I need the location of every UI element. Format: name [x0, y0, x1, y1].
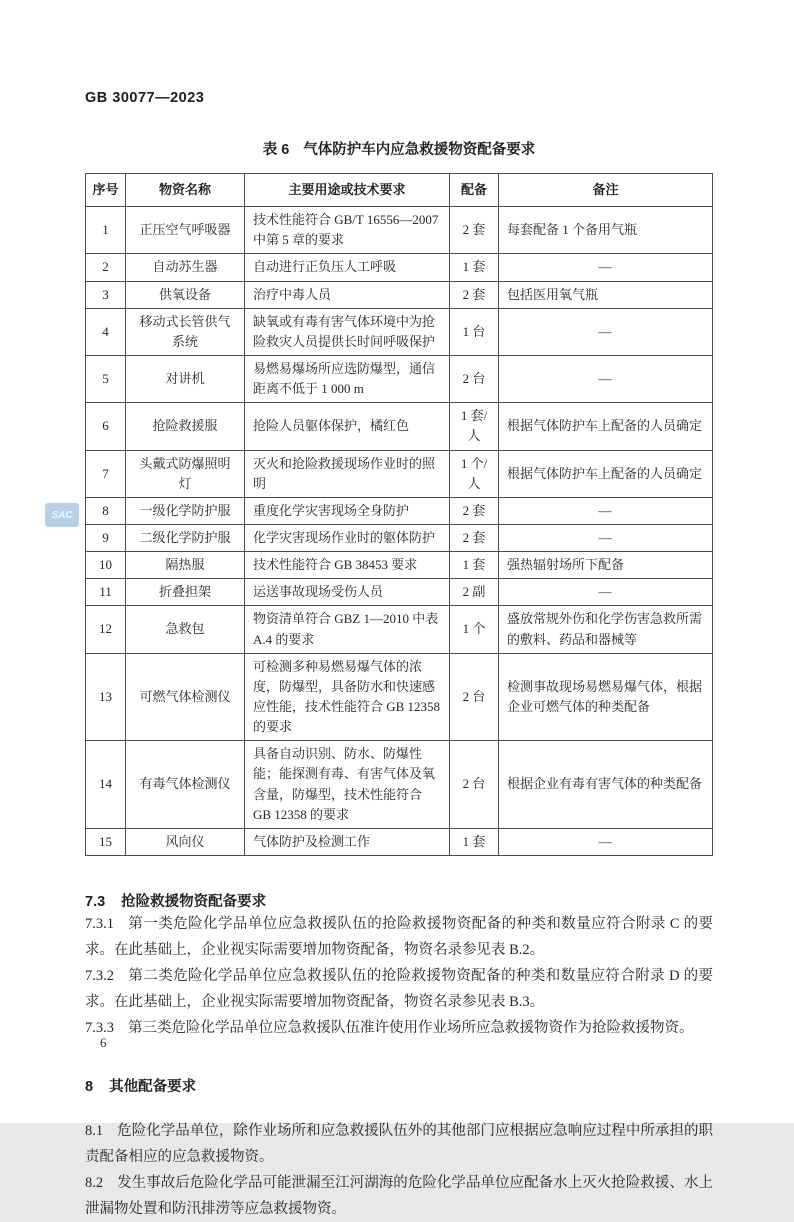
table-cell: 4	[86, 308, 126, 355]
column-header-1: 物资名称	[126, 174, 245, 207]
table-cell: 2 套	[450, 281, 499, 308]
table-cell: 缺氧或有毒有害气体环境中为抢险救灾人员提供长时间呼吸保护	[245, 308, 450, 355]
table-cell: 1 个	[450, 606, 499, 653]
table-cell: —	[499, 497, 713, 524]
section-paragraph: 7.3.1 第一类危险化学品单位应急救援队伍的抢险救援物资配备的种类和数量应符合附录 C 的要求。在此基础上，企业视实际需要增加物资配备，物资名录参见表 B.2。	[85, 915, 713, 958]
table-cell: 强热辐射场所下配备	[499, 552, 713, 579]
supplies-table	[85, 173, 713, 856]
section-paragraph: 7.3.3 第三类危险化学品单位应急救援队伍准许使用作业场所应急救援物资作为抢险救援物资。	[85, 1019, 694, 1036]
table-header-row	[86, 174, 713, 207]
section-heading: 7.3 抢险救援物资配备要求	[85, 893, 267, 910]
table-caption	[85, 138, 713, 159]
table-cell: 移动式长管供气系统	[126, 308, 245, 355]
page-number: 6	[100, 1035, 107, 1050]
column-header-3: 配备	[450, 174, 499, 207]
table-body	[86, 207, 713, 856]
table-row	[86, 207, 713, 254]
section-number: 7.3.3	[85, 1019, 114, 1036]
table-row	[86, 606, 713, 653]
table-row	[86, 254, 713, 281]
table-cell: 根据气体防护车上配备的人员确定	[499, 403, 713, 450]
table-row	[86, 497, 713, 524]
table-cell: —	[499, 308, 713, 355]
table-row	[86, 552, 713, 579]
table-cell: 1	[86, 207, 126, 254]
table-cell: 技术性能符合 GB/T 16556—2007 中第 5 章的要求	[245, 207, 450, 254]
table-cell: 急救包	[126, 606, 245, 653]
table-cell: —	[499, 524, 713, 551]
table-cell: 3	[86, 281, 126, 308]
table-cell: 重度化学灾害现场全身防护	[245, 497, 450, 524]
table-cell: 根据企业有毒有害气体的种类配备	[499, 741, 713, 829]
table-cell: 检测事故现场易燃易爆气体，根据企业可燃气体的种类配备	[499, 653, 713, 741]
watermark-text: SAC	[51, 509, 73, 521]
table-cell: 隔热服	[126, 552, 245, 579]
table-cell: 5	[86, 355, 126, 402]
table-row	[86, 403, 713, 450]
table-cell: 盛放常规外伤和化学伤害急救所需的敷料、药品和器械等	[499, 606, 713, 653]
table-row	[86, 281, 713, 308]
table-cell: 运送事故现场受伤人员	[245, 579, 450, 606]
table-cell: 一级化学防护服	[126, 497, 245, 524]
table-cell: —	[499, 828, 713, 855]
table-cell: 10	[86, 552, 126, 579]
table-row	[86, 308, 713, 355]
table-cell: 正压空气呼吸器	[126, 207, 245, 254]
section-number: 8.2	[85, 1174, 104, 1191]
table-cell: 2 副	[450, 579, 499, 606]
section-number: 8.1	[85, 1122, 104, 1139]
table-cell: 2 台	[450, 741, 499, 829]
table-cell: 2 套	[450, 207, 499, 254]
table-cell: 抢险救援服	[126, 403, 245, 450]
table-caption-text: 气体防护车内应急救援物资配备要求	[303, 142, 536, 158]
table-cell: 根据气体防护车上配备的人员确定	[499, 450, 713, 497]
table-cell: 13	[86, 653, 126, 741]
table-cell: 1 套	[450, 254, 499, 281]
table-cell: 灭火和抢险救援现场作业时的照明	[245, 450, 450, 497]
section-number: 8	[85, 1078, 94, 1095]
table-cell: 8	[86, 497, 126, 524]
table-cell: 供氧设备	[126, 281, 245, 308]
table-cell: 2 台	[450, 653, 499, 741]
doc-code: GB 30077—2023	[85, 90, 205, 106]
section-heading: 8 其他配备要求	[85, 1078, 197, 1095]
table-cell: 包括医用氧气瓶	[499, 281, 713, 308]
table-cell: 折叠担架	[126, 579, 245, 606]
table-cell: —	[499, 254, 713, 281]
table-cell: 1 套	[450, 828, 499, 855]
table-cell: 6	[86, 403, 126, 450]
table-cell: 1 台	[450, 308, 499, 355]
table-cell: 自动苏生器	[126, 254, 245, 281]
table-cell: 气体防护及检测工作	[245, 828, 450, 855]
section-paragraph: 7.3.2 第二类危险化学品单位应急救援队伍的抢险救援物资配备的种类和数量应符合附录 D 的要求。在此基础上，企业视实际需要增加物资配备，物资名录参见表 B.3。	[85, 967, 713, 1010]
table-cell: 2 套	[450, 497, 499, 524]
table-cell: 2 套	[450, 524, 499, 551]
section-number: 7.3	[85, 893, 106, 910]
column-header-0: 序号	[86, 174, 126, 207]
table-cell: 14	[86, 741, 126, 829]
table-cell: 头戴式防爆照明灯	[126, 450, 245, 497]
table-cell: —	[499, 579, 713, 606]
table-row	[86, 450, 713, 497]
page-content	[85, 0, 713, 1222]
table-row	[86, 355, 713, 402]
table-row	[86, 741, 713, 829]
watermark-badge	[45, 503, 79, 527]
table-cell: 7	[86, 450, 126, 497]
table-cell: 技术性能符合 GB 38453 要求	[245, 552, 450, 579]
table-cell: 易燃易爆场所应选防爆型，通信距离不低于 1 000 m	[245, 355, 450, 402]
table-cell: 1 个/人	[450, 450, 499, 497]
column-header-4: 备注	[499, 174, 713, 207]
table-caption-label: 表 6	[262, 142, 290, 158]
section-paragraph: 8.1 危险化学品单位，除作业场所和应急救援队伍外的其他部门应根据应急响应过程中所承担的职责配备相应的应急救援物资。	[85, 1122, 713, 1165]
table-cell: 物资清单符合 GBZ 1—2010 中表 A.4 的要求	[245, 606, 450, 653]
column-header-2: 主要用途或技术要求	[245, 174, 450, 207]
table-cell: 抢险人员躯体保护，橘红色	[245, 403, 450, 450]
table-cell: 化学灾害现场作业时的躯体防护	[245, 524, 450, 551]
table-cell: 11	[86, 579, 126, 606]
table-cell: 二级化学防护服	[126, 524, 245, 551]
section-number: 7.3.1	[85, 915, 114, 932]
table-cell: 风向仪	[126, 828, 245, 855]
table-cell: 9	[86, 524, 126, 551]
table-cell: 15	[86, 828, 126, 855]
table-cell: 治疗中毒人员	[245, 281, 450, 308]
table-row	[86, 524, 713, 551]
table-cell: 2	[86, 254, 126, 281]
table-cell: 具备自动识别、防水、防爆性能；能探测有毒、有害气体及氧含量，防爆型，技术性能符合 GB 12358 的要求	[245, 741, 450, 829]
table-row	[86, 653, 713, 741]
table-cell: 1 套	[450, 552, 499, 579]
table-cell: 对讲机	[126, 355, 245, 402]
table-row	[86, 579, 713, 606]
table-cell: 有毒气体检测仪	[126, 741, 245, 829]
table-cell: 可燃气体检测仪	[126, 653, 245, 741]
table-cell: 1 套/人	[450, 403, 499, 450]
sections	[85, 890, 713, 1222]
table-cell: 12	[86, 606, 126, 653]
section-number: 7.3.2	[85, 967, 114, 984]
table-cell: —	[499, 355, 713, 402]
table-cell: 可检测多种易燃易爆气体的浓度，防爆型，具备防水和快速感应性能，技术性能符合 GB 12358 的要求	[245, 653, 450, 741]
table-row	[86, 828, 713, 855]
table-cell: 2 台	[450, 355, 499, 402]
section-paragraph: 8.2 发生事故后危险化学品可能泄漏至江河湖海的危险化学品单位应配备水上灭火抢险救援、水上泄漏物处置和防汛排涝等应急救援物资。	[85, 1174, 713, 1217]
table-cell: 每套配备 1 个备用气瓶	[499, 207, 713, 254]
table-cell: 自动进行正负压人工呼吸	[245, 254, 450, 281]
